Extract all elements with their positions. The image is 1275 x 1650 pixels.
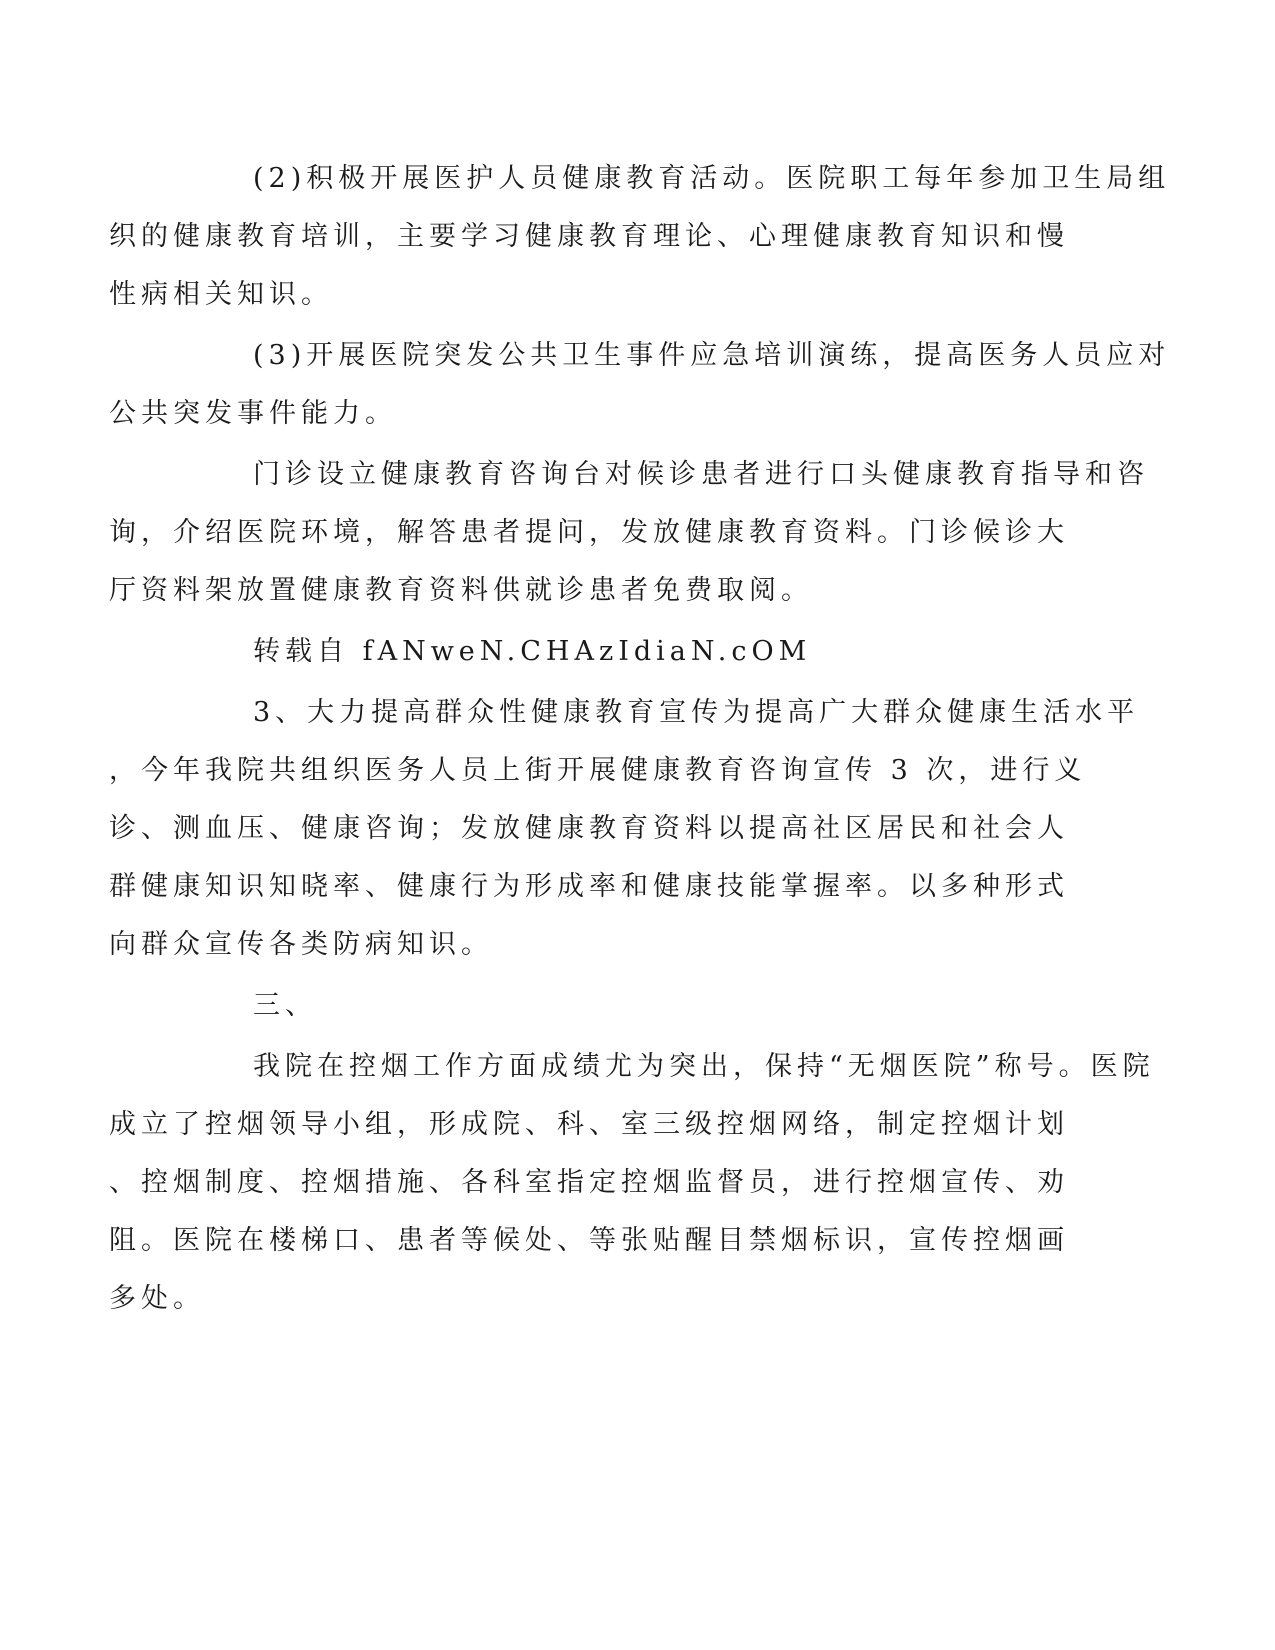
paragraph-emergency-training [109,327,1171,443]
document-page [109,150,1171,1331]
paragraph-outpatient-consultation [109,446,1149,620]
text-line: 转载自 fANweN.CHAzIdiaN.cOM [253,636,812,667]
text-line: 向群众宣传各类防病知识。 [109,929,493,960]
paragraph-staff-health-education [109,150,1171,324]
paragraph-public-education [109,684,1140,974]
text-line: 诊、测血压、健康咨询；发放健康教育资料以提高社区居民和社会人 [109,813,1069,844]
text-line: 成立了控烟领导小组，形成院、科、室三级控烟网络，制定控烟计划 [109,1109,1069,1140]
text-line: 阻。医院在楼梯口、患者等候处、等张贴醒目禁烟标识，宣传控烟画 [109,1225,1069,1256]
text-line: (3)开展医院突发公共卫生事件应急培训演练，提高医务人员应对 [253,340,1171,371]
text-line: ，今年我院共组织医务人员上街开展健康教育咨询宣传 3 次，进行义 [109,755,1087,786]
text-line: 性病相关知识。 [109,279,333,310]
section-heading-three [181,977,1041,1035]
text-line: 公共突发事件能力。 [109,398,397,429]
text-line: 多处。 [109,1283,205,1314]
text-line: 厅资料架放置健康教育资料供就诊患者免费取阅。 [109,575,813,606]
paragraph-source-note [181,623,1041,681]
text-line: 3、大力提高群众性健康教育宣传为提高广大群众健康生活水平 [253,697,1140,728]
text-line: 、控烟制度、控烟措施、各科室指定控烟监督员，进行控烟宣传、劝 [109,1167,1069,1198]
text-line: 织的健康教育培训，主要学习健康教育理论、心理健康教育知识和慢 [109,221,1069,252]
text-line: 门诊设立健康教育咨询台对候诊患者进行口头健康教育指导和咨 [253,459,1149,490]
text-line: 群健康知识知晓率、健康行为形成率和健康技能掌握率。以多种形式 [109,871,1069,902]
text-line: 三、 [253,990,317,1021]
paragraph-tobacco-control [109,1038,1155,1328]
text-line: 我院在控烟工作方面成绩尤为突出，保持“无烟医院”称号。医院 [253,1051,1155,1082]
text-line: (2)积极开展医护人员健康教育活动。医院职工每年参加卫生局组 [253,163,1171,194]
text-line: 询，介绍医院环境，解答患者提问，发放健康教育资料。门诊候诊大 [109,517,1069,548]
